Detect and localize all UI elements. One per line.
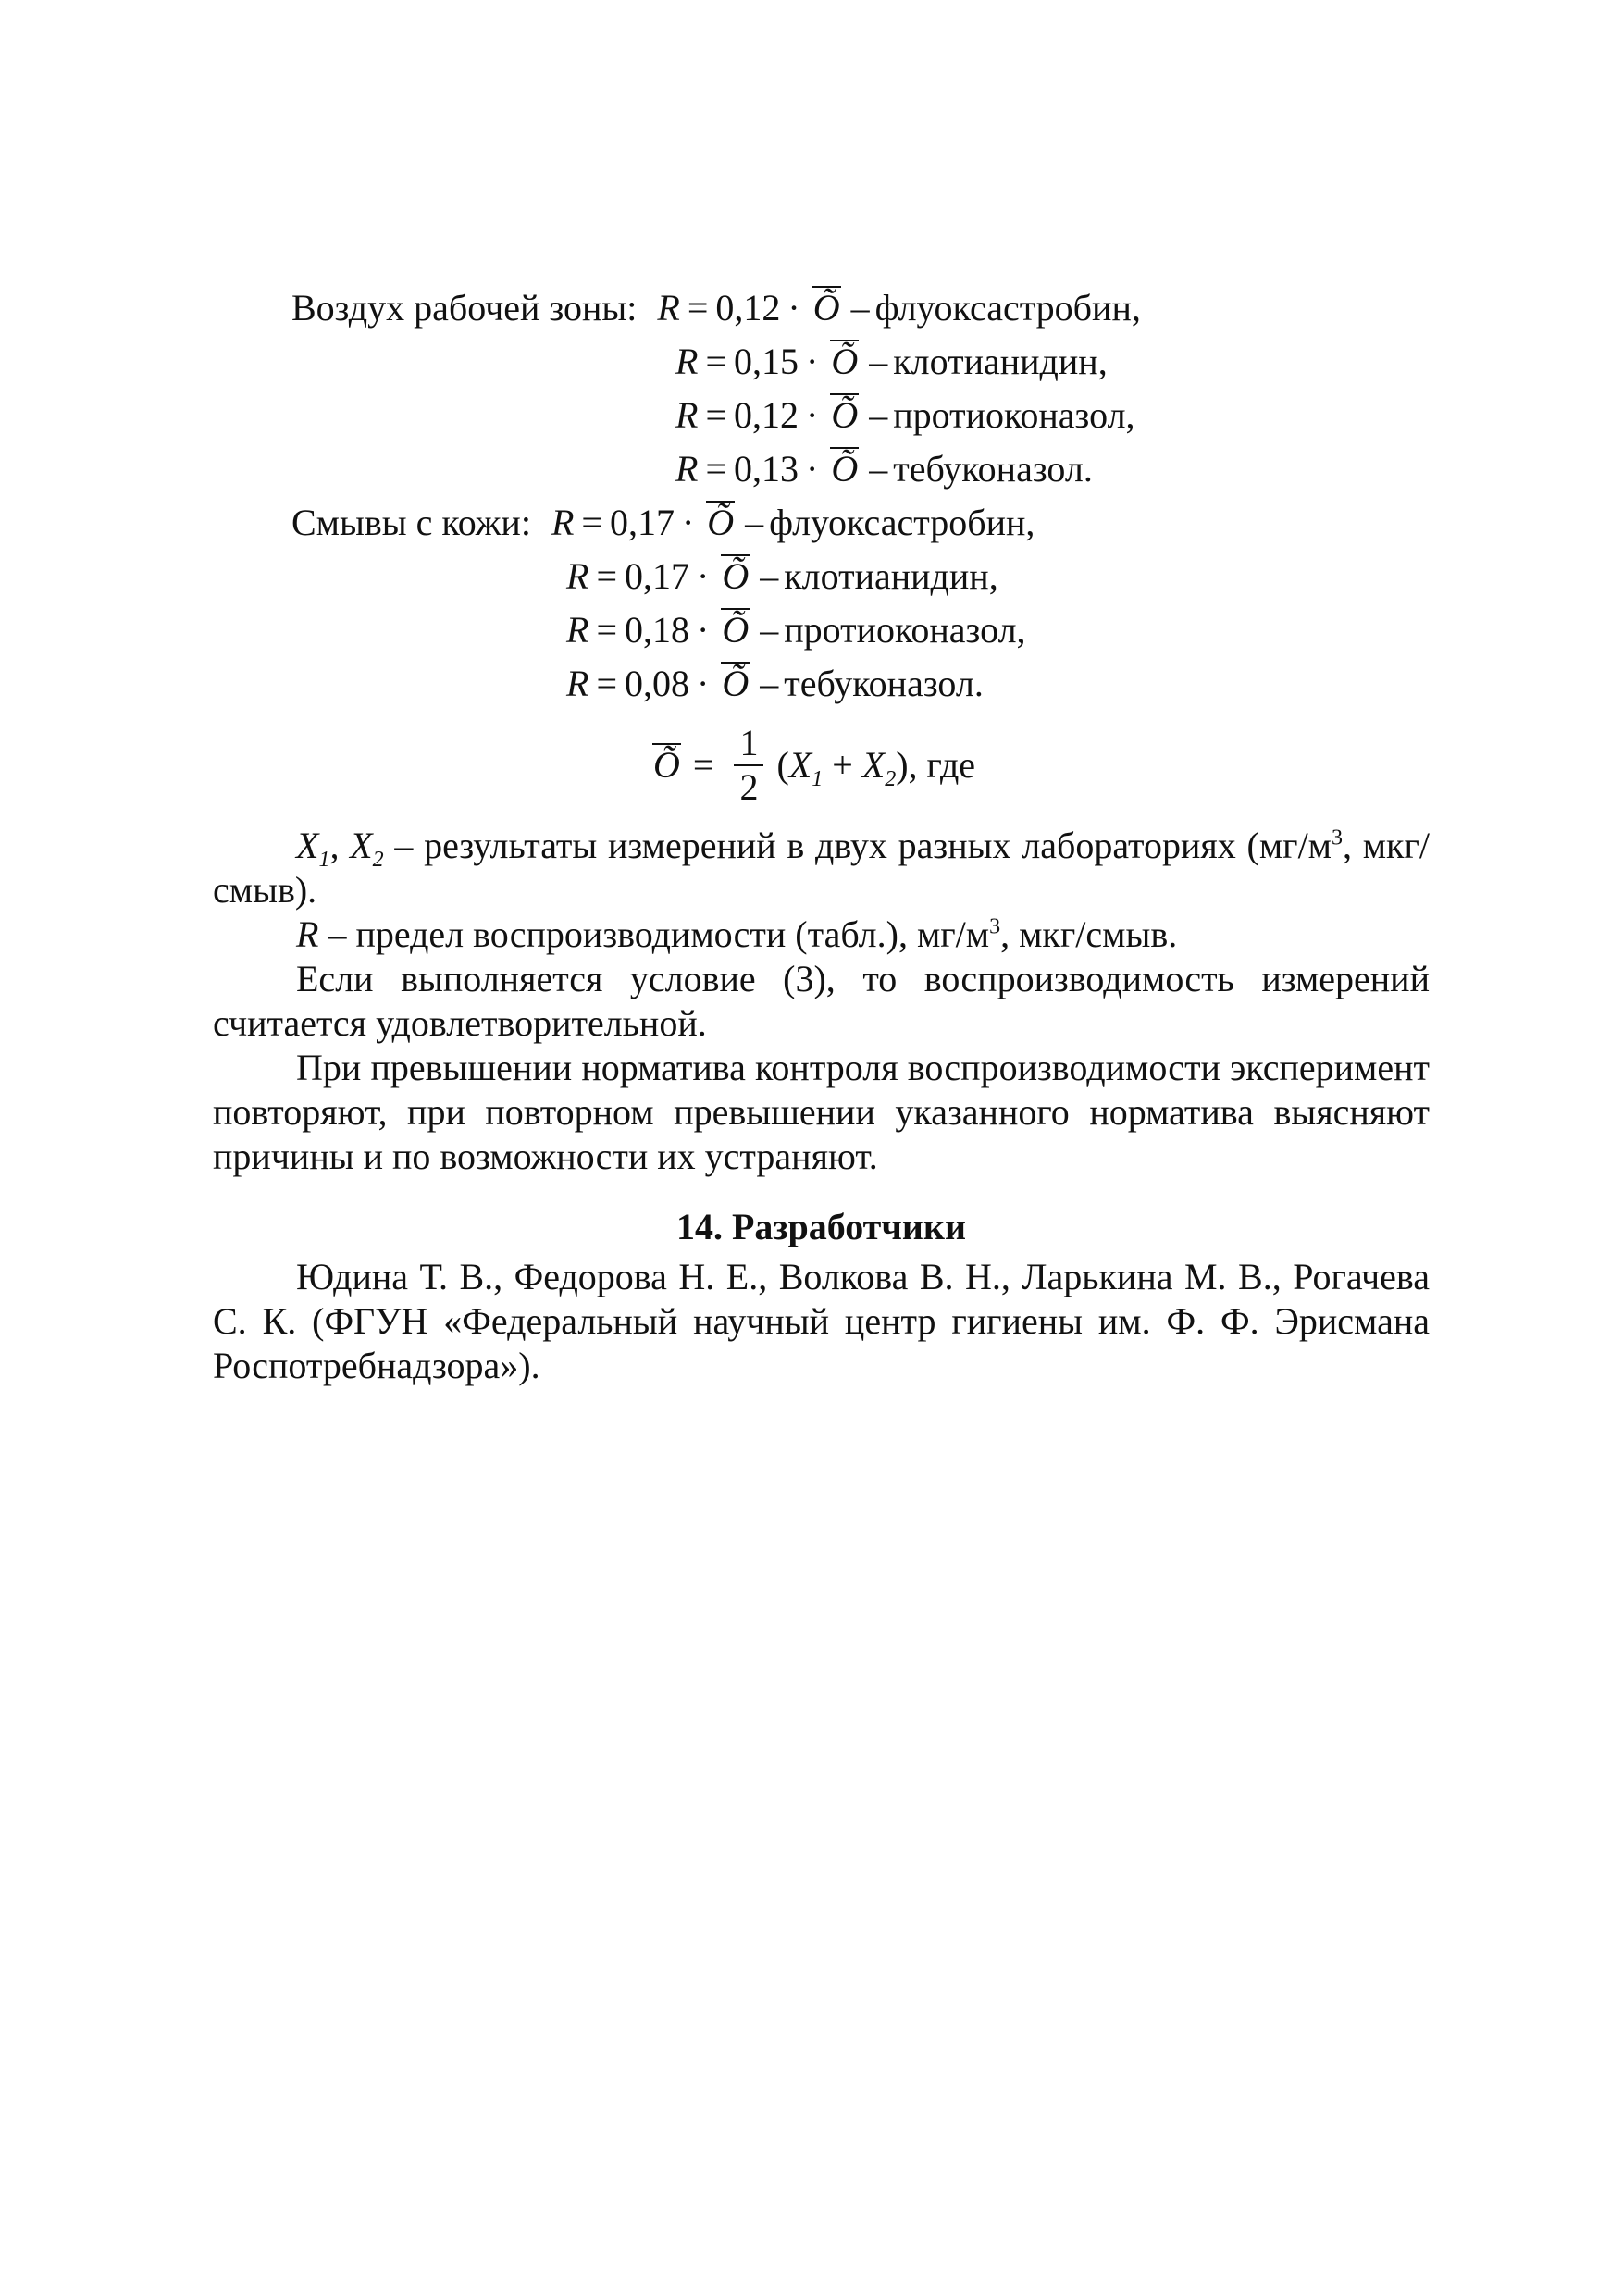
var-r: R: [551, 502, 575, 543]
fraction-numerator: 1: [734, 722, 763, 766]
mean-formula: [648, 722, 975, 809]
var-r: R: [657, 287, 680, 329]
var-r: R: [675, 341, 699, 382]
equals: =: [705, 341, 726, 382]
coefficient: 0,15: [734, 341, 799, 382]
var-x2: , X: [329, 825, 373, 866]
coefficient: 0,17: [609, 502, 675, 543]
coefficient: 0,12: [734, 394, 799, 436]
dash: –: [760, 609, 779, 651]
var-r: R: [675, 448, 699, 490]
substance: флуоксастробин,: [769, 502, 1035, 543]
var-r: R: [675, 394, 699, 436]
text: – результаты измерений в двух разных лабораториях (мг/м: [383, 825, 1332, 866]
substance: тебуконазол.: [784, 663, 984, 704]
skin-row-2: [566, 604, 1026, 656]
mean-symbol: Õ: [705, 497, 736, 549]
air-row-3: [675, 443, 1093, 495]
dot: ·: [697, 555, 710, 597]
substance: протиоконазол,: [784, 609, 1026, 651]
mean-expression: [776, 739, 975, 791]
open-paren: (: [776, 744, 789, 786]
sub-1: 1: [812, 767, 824, 791]
mean-symbol: Õ: [720, 551, 750, 602]
section-title: 14. Разработчики: [675, 1206, 967, 1247]
equals: =: [596, 609, 617, 651]
equals: =: [687, 287, 709, 329]
mean-symbol: Õ: [720, 658, 750, 710]
air-label: Воздух рабочей зоны:: [291, 287, 638, 329]
substance: клотианидин,: [784, 555, 998, 597]
var-r: R: [296, 913, 319, 955]
equals: =: [596, 663, 617, 704]
dot: ·: [806, 394, 819, 436]
fraction: [734, 722, 763, 809]
superscript-3: 3: [1332, 825, 1343, 850]
var-x: X: [296, 825, 319, 866]
equals: =: [596, 555, 617, 597]
tail: ), где: [896, 744, 976, 786]
var-x2: X: [861, 744, 886, 786]
paragraph-r-definition: [213, 912, 1430, 957]
paragraph-developers: Юдина Т. В., Федорова Н. Е., Волкова В. Н., Ларькина М. В., Рогачева С. К. (ФГУН «Федеральный научный центр гигиены им. Ф. Ф. Эрисмана Роспотребнадзора»).: [213, 1256, 1430, 1386]
dash: –: [850, 287, 870, 329]
sub-2: 2: [885, 767, 897, 791]
substance: тебуконазол.: [893, 448, 1093, 490]
substance: протиоконазол,: [893, 394, 1135, 436]
skin-row-1: [566, 551, 998, 602]
dot: ·: [787, 287, 800, 329]
air-row-1: [675, 336, 1108, 388]
dot: ·: [806, 341, 819, 382]
coefficient: 0,13: [734, 448, 799, 490]
equals: =: [581, 502, 602, 543]
dash: –: [745, 502, 764, 543]
plus: +: [823, 744, 862, 786]
skin-row-3: [566, 658, 984, 710]
var-r: R: [566, 663, 589, 704]
var-r: R: [566, 609, 589, 651]
sub-2: 2: [372, 848, 384, 872]
dash: –: [760, 663, 779, 704]
fraction-denominator: 2: [739, 766, 759, 808]
dot: ·: [697, 663, 710, 704]
dot: ·: [806, 448, 819, 490]
dash: –: [869, 341, 888, 382]
paragraph-condition: Если выполняется условие (3), то воспроизводимость измерений считается удовлетворительной.: [213, 958, 1430, 1044]
equals: =: [705, 394, 726, 436]
dot: ·: [681, 502, 695, 543]
equals: =: [705, 448, 726, 490]
coefficient: 0,17: [625, 555, 689, 597]
paragraph-x-definition: [213, 824, 1430, 912]
substance: флуоксастробин,: [874, 287, 1141, 329]
mean-symbol: Õ: [812, 282, 842, 334]
coefficient: 0,18: [625, 609, 689, 651]
mean-symbol: Õ: [829, 443, 860, 495]
sub-1: 1: [318, 848, 330, 872]
air-row-0: [291, 282, 1141, 334]
mean-symbol: Õ: [829, 390, 860, 441]
dash: –: [869, 448, 888, 490]
dot: ·: [697, 609, 710, 651]
dash: –: [869, 394, 888, 436]
skin-label: Смывы с кожи:: [291, 502, 531, 543]
mean-symbol: Õ: [720, 604, 750, 656]
skin-row-0: [291, 497, 1035, 549]
text: – предел воспроизводимости (табл.), мг/м: [318, 913, 990, 955]
var-x1: X: [788, 744, 812, 786]
coefficient: 0,08: [625, 663, 689, 704]
dash: –: [760, 555, 779, 597]
var-r: R: [566, 555, 589, 597]
superscript-3: 3: [989, 914, 1001, 939]
text-end: , мкг/смыв.: [1000, 913, 1178, 955]
text-end: , мкг/смыв).: [213, 825, 1431, 911]
equals: =: [692, 744, 714, 786]
body-text: [213, 824, 1430, 1388]
substance: клотианидин,: [893, 341, 1108, 382]
mean-symbol: Õ: [651, 739, 682, 791]
coefficient: 0,12: [715, 287, 781, 329]
paragraph-repeat: При превышении норматива контроля воспроизводимости эксперимент повторяют, при повторном превышении указанного норматива выясняют причины и по возможности их устраняют.: [213, 1047, 1430, 1177]
mean-symbol: Õ: [829, 336, 860, 388]
air-row-2: [675, 390, 1135, 441]
